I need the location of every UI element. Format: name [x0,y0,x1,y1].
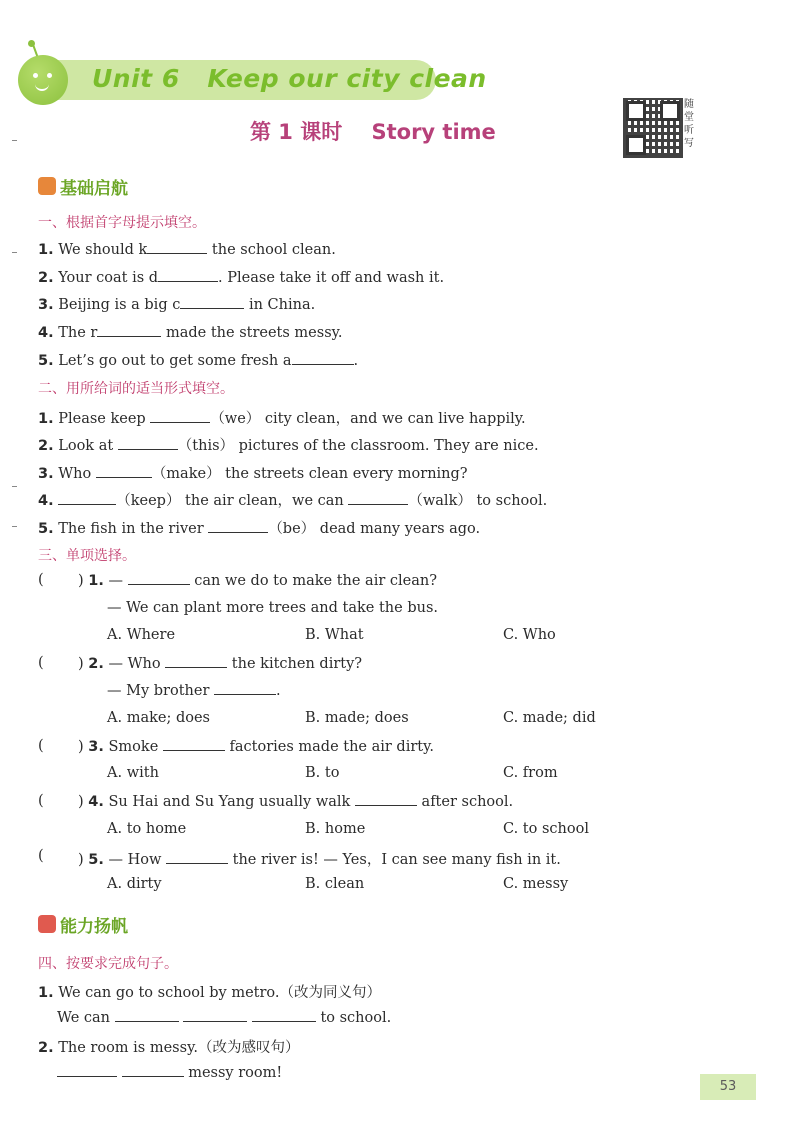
answer-blank[interactable] [58,492,116,505]
answer-blank[interactable] [158,269,218,282]
answer-blank[interactable] [150,410,210,423]
part3-heading: 三、单项选择。 [38,548,136,564]
answer-blank[interactable] [166,851,228,864]
part2-item-2: 2. Look at （this） pictures of the classroom. They are nice. [38,438,539,454]
mc-option[interactable]: A. with [107,765,159,781]
unit-title: Unit 6 Keep our city clean [92,64,487,93]
margin-tick [12,252,17,253]
mc-question-4: ) 4. Su Hai and Su Yang usually walk after school. [78,794,514,810]
mc-question-1-response: — We can plant more trees and take the bus. [107,600,438,616]
part1-item-2: 2. Your coat is d . Please take it off and wash it. [38,270,445,286]
answer-blank[interactable] [128,572,190,585]
mc-option[interactable]: C. messy [503,876,569,892]
answer-blank[interactable] [163,738,225,751]
part4-item-1-answer: We can to school. [57,1010,392,1026]
answer-blank[interactable] [118,437,178,450]
mc-question-5: ) 5. — How the river is! — Yes，I can see many fish in it. [78,852,561,868]
answer-blank[interactable] [355,793,417,806]
answer-blank[interactable] [147,241,207,254]
part2-item-3: 3. Who （make） the streets clean every morning? [38,466,468,482]
answer-blank[interactable] [122,1064,184,1077]
mc-question-1: ) 1. — can we do to make the air clean? [78,573,437,589]
mc-option[interactable]: A. Where [107,627,176,643]
mc-option[interactable]: C. to school [503,821,589,837]
answer-blank[interactable] [183,1009,247,1022]
part4-item-2-answer: messy room! [57,1064,282,1081]
answer-paren-open[interactable]: ( [38,738,44,754]
answer-paren-open[interactable]: ( [38,572,44,588]
answer-blank[interactable] [96,465,152,478]
section-title-ability: 能力扬帆 [60,917,128,937]
mc-option[interactable]: A. to home [107,821,187,837]
part4-item-1: 1. We can go to school by metro.（改为同义句） [38,985,381,1001]
part2-item-1: 1. Please keep （we） city clean，and we can live happily. [38,411,526,427]
mc-question-3: ) 3. Smoke factories made the air dirty. [78,739,434,755]
mc-option[interactable]: A. make; does [107,710,210,726]
part1-item-5: 5. Let’s go out to get some fresh a . [38,353,359,369]
answer-blank[interactable] [57,1064,117,1077]
answer-paren-open[interactable]: ( [38,793,44,809]
part4-heading: 四、按要求完成句子。 [38,956,178,972]
answer-blank[interactable] [165,655,227,668]
mascot-icon [18,55,68,105]
mc-option[interactable]: B. clean [305,876,365,892]
margin-tick [12,140,17,141]
answer-paren-open[interactable]: ( [38,655,44,671]
mc-option[interactable]: B. What [305,627,364,643]
mc-option[interactable]: C. Who [503,627,556,643]
part2-item-5: 5. The fish in the river （be） dead many years ago. [38,521,481,537]
margin-tick [12,526,17,527]
mc-option[interactable]: B. made; does [305,710,409,726]
lesson-title: 第 1 课时 Story time [250,120,496,144]
mc-option[interactable]: B. home [305,821,366,837]
part1-item-1: 1. We should k the school clean. [38,242,336,258]
qr-code-icon[interactable] [623,98,683,158]
answer-blank[interactable] [115,1009,179,1022]
part2-heading: 二、用所给词的适当形式填空。 [38,381,234,397]
mc-option[interactable]: C. from [503,765,558,781]
page-number: 53 [700,1074,756,1100]
answer-blank[interactable] [97,324,161,337]
part1-item-4: 4. The r made the streets messy. [38,325,343,341]
part1-heading: 一、根据首字母提示填空。 [38,215,206,231]
anchor-icon [38,177,56,195]
answer-paren-open[interactable]: ( [38,848,44,864]
mascot-antenna-dot [28,40,35,47]
section-title-basic: 基础启航 [60,179,128,199]
mc-question-2-response: — My brother . [107,683,281,699]
mc-option[interactable]: B. to [305,765,340,781]
mc-question-2: ) 2. — Who the kitchen dirty? [78,656,363,672]
answer-blank[interactable] [252,1009,316,1022]
mc-option[interactable]: C. made; did [503,710,596,726]
answer-blank[interactable] [292,352,354,365]
margin-tick [12,486,17,487]
part1-item-3: 3. Beijing is a big c in China. [38,297,316,313]
answer-blank[interactable] [214,682,276,695]
part2-item-4: 4. （keep） the air clean，we can （walk） to school. [38,493,548,509]
sailboat-icon [38,915,56,933]
mc-option[interactable]: A. dirty [107,876,162,892]
answer-blank[interactable] [208,520,268,533]
qr-label: 随堂听写 [684,99,694,149]
answer-blank[interactable] [180,296,244,309]
answer-blank[interactable] [348,492,408,505]
part4-item-2: 2. The room is messy.（改为感叹句） [38,1040,300,1056]
